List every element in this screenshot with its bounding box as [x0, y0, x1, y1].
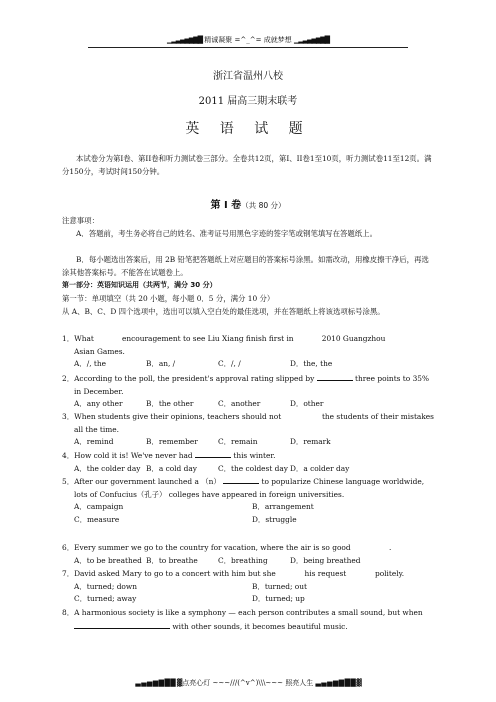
section-title [0, 196, 496, 211]
stem-part-b: three points to 35% [355, 374, 430, 383]
option-c: C．turned; away [74, 594, 137, 603]
answer-blank [223, 475, 259, 484]
stem-part-c: politely. [374, 569, 405, 578]
option-a: A．turned; down [74, 581, 137, 591]
stem-part-b: his request [304, 569, 347, 578]
option-c: C．breathing [218, 555, 268, 565]
question-stem [62, 542, 436, 555]
answer-blank [317, 372, 353, 381]
option-d: D．remark [290, 437, 331, 446]
question-stem: 1．What encouragement to see Liu Xiang finish first in 2010 Guangzhou [62, 334, 386, 343]
page-footer [0, 678, 496, 688]
question-stem-cont [62, 620, 436, 634]
option-row [62, 501, 436, 514]
stem-part-a: 5．After our government launched a （n） [62, 477, 221, 486]
header-bars-left: ▁▂▃▄▅▆▇█ [166, 35, 203, 44]
option-b: B．to breathe [146, 555, 198, 565]
option-d: D．the, the [290, 359, 333, 368]
option-a: A．/, the [74, 359, 107, 368]
question-4 [62, 449, 436, 475]
question-stem: 8．A harmonious society is like a symphony — each person contributes a small sound, but when [62, 608, 423, 617]
header-slogan: 精诚凝聚 =^_^= 成就梦想 [204, 36, 292, 44]
option-d: D．a colder day [290, 463, 350, 473]
stem-part-a: 2．According to the poll, the president's approval rating slipped by [62, 374, 315, 383]
question-stem [62, 449, 436, 463]
section-title-note: （共 80 分） [241, 201, 286, 210]
option-d: D．turned; up [252, 594, 305, 603]
question-stem-cont: Asian Games. [74, 346, 125, 356]
notice-a: A．答题前，考生务必将自己的姓名、准考证号用黑色字迹的签字笔或钢笔填写在答题纸上。 [76, 229, 377, 238]
option-d: D．other [290, 399, 324, 408]
option-a: A．campaign [74, 502, 124, 511]
stem-part-a: 6．Every summer we go to the country for vacation, where the air is so good [62, 543, 351, 552]
option-c: C．remain [218, 437, 258, 446]
question-stem-cont: lots of Confucius（孔子） colleges have appeared in foreign universities. [74, 489, 345, 499]
option-c: C．the coldest day [218, 463, 288, 473]
question-stem [62, 568, 436, 581]
page-header [0, 35, 496, 45]
option-c: C．/, / [218, 359, 241, 368]
question-2 [62, 372, 436, 411]
option-b: B．remember [146, 437, 198, 446]
question-stem-cont: all the time. [74, 424, 120, 434]
stem-part-a: 4．How cold it is! We've never had [62, 451, 193, 460]
option-b: B．arrangement [252, 502, 314, 511]
instruction: 从 A、B、C、D 四个选项中，选出可以填入空白处的最佳选项，并在答题纸上将该选项标号涂黑。 [62, 307, 385, 316]
stem-part-b: the students of their mistakes [321, 412, 434, 421]
option-c: C．another [218, 399, 261, 408]
school-name: 浙江省温州八校 [213, 71, 283, 82]
option-c: C．measure [74, 514, 120, 524]
option-d: D．being breathed [290, 555, 361, 565]
question-stem-cont: in December. [74, 386, 124, 396]
question-5 [62, 475, 436, 526]
answer-blank [74, 620, 170, 629]
header-bars-right: ▁▂▃▄▅▆▇█ [293, 35, 330, 44]
stem-part-b: this winter. [233, 451, 276, 460]
answer-blank [195, 449, 231, 458]
question-3 [62, 411, 436, 449]
notice-b: B．每小题选出答案后，用 2B 铅笔把答题纸上对应题目的答案标号涂黑。如需改动，用橡皮擦干净后，再选涂其他答案标号。不能答在试题卷上。 [62, 255, 429, 277]
option-a: A．remind [74, 437, 114, 446]
option-row [62, 593, 436, 606]
option-b: B．a cold day [146, 463, 197, 473]
question-stem [62, 411, 436, 424]
part1-sec1-heading: 第一节：单项填空（共 20 小题，每小题 0．5 分，满分 10 分） [62, 294, 275, 303]
option-row [62, 398, 436, 411]
option-row [62, 514, 436, 527]
option-b: B．turned; out [252, 581, 307, 591]
option-row [62, 581, 436, 594]
question-8 [62, 607, 436, 633]
question-stem [62, 372, 436, 386]
footer-slogan: ▓点亮心灯 ~~~///(^v^)\\\~~~ 照亮人生 [176, 679, 314, 687]
option-row [62, 555, 436, 568]
part1-heading: 第一部分：英语知识运用（共两节，满分 30 分） [62, 281, 217, 289]
header-divider [88, 47, 408, 48]
stem-part-b: to popularize Chinese language worldwide, [261, 477, 425, 486]
option-b: B．the other [146, 399, 194, 408]
stem-part-a: 3．When students give their opinions, teachers should not [62, 412, 282, 421]
stem-part-b: . [388, 543, 392, 552]
option-row [62, 436, 436, 449]
section-title-main: 第 I 卷 [210, 200, 242, 211]
option-row [62, 463, 436, 476]
question-1 [62, 333, 436, 371]
stem-part-a: 7．David asked Mary to go to a concert with him but she [62, 569, 276, 578]
footer-bars-left: ▃ ▄ ▅ ▆ ▇ █ █ [135, 678, 175, 687]
option-a: A．the colder day [74, 463, 141, 473]
option-b: B．an, / [146, 359, 176, 368]
notice-title: 注意事项： [62, 216, 99, 225]
paper-title: 英 语 试 题 [185, 121, 311, 137]
option-d: D．struggle [252, 514, 297, 524]
question-stem [62, 475, 436, 489]
option-a: A．to be breathed [74, 555, 142, 565]
intro-paragraph: 本试卷分为第I卷、第II卷和听力测试卷三部分。全卷共12页，第I、II卷1至10页，听力测试卷11至12页。满分150分，考试时间150分钟。 [62, 154, 432, 176]
question-7 [62, 568, 436, 606]
stem-part-b: with other sounds, it becomes beautiful music. [172, 621, 348, 631]
footer-bars-right: ▃ ▄ ▅ ▆ ▇ █ █ ▓ [315, 678, 361, 687]
option-a: A．any other [74, 399, 123, 408]
option-row [62, 358, 436, 371]
question-6 [62, 542, 436, 567]
exam-name: 2011 届高三期末联考 [198, 96, 298, 107]
